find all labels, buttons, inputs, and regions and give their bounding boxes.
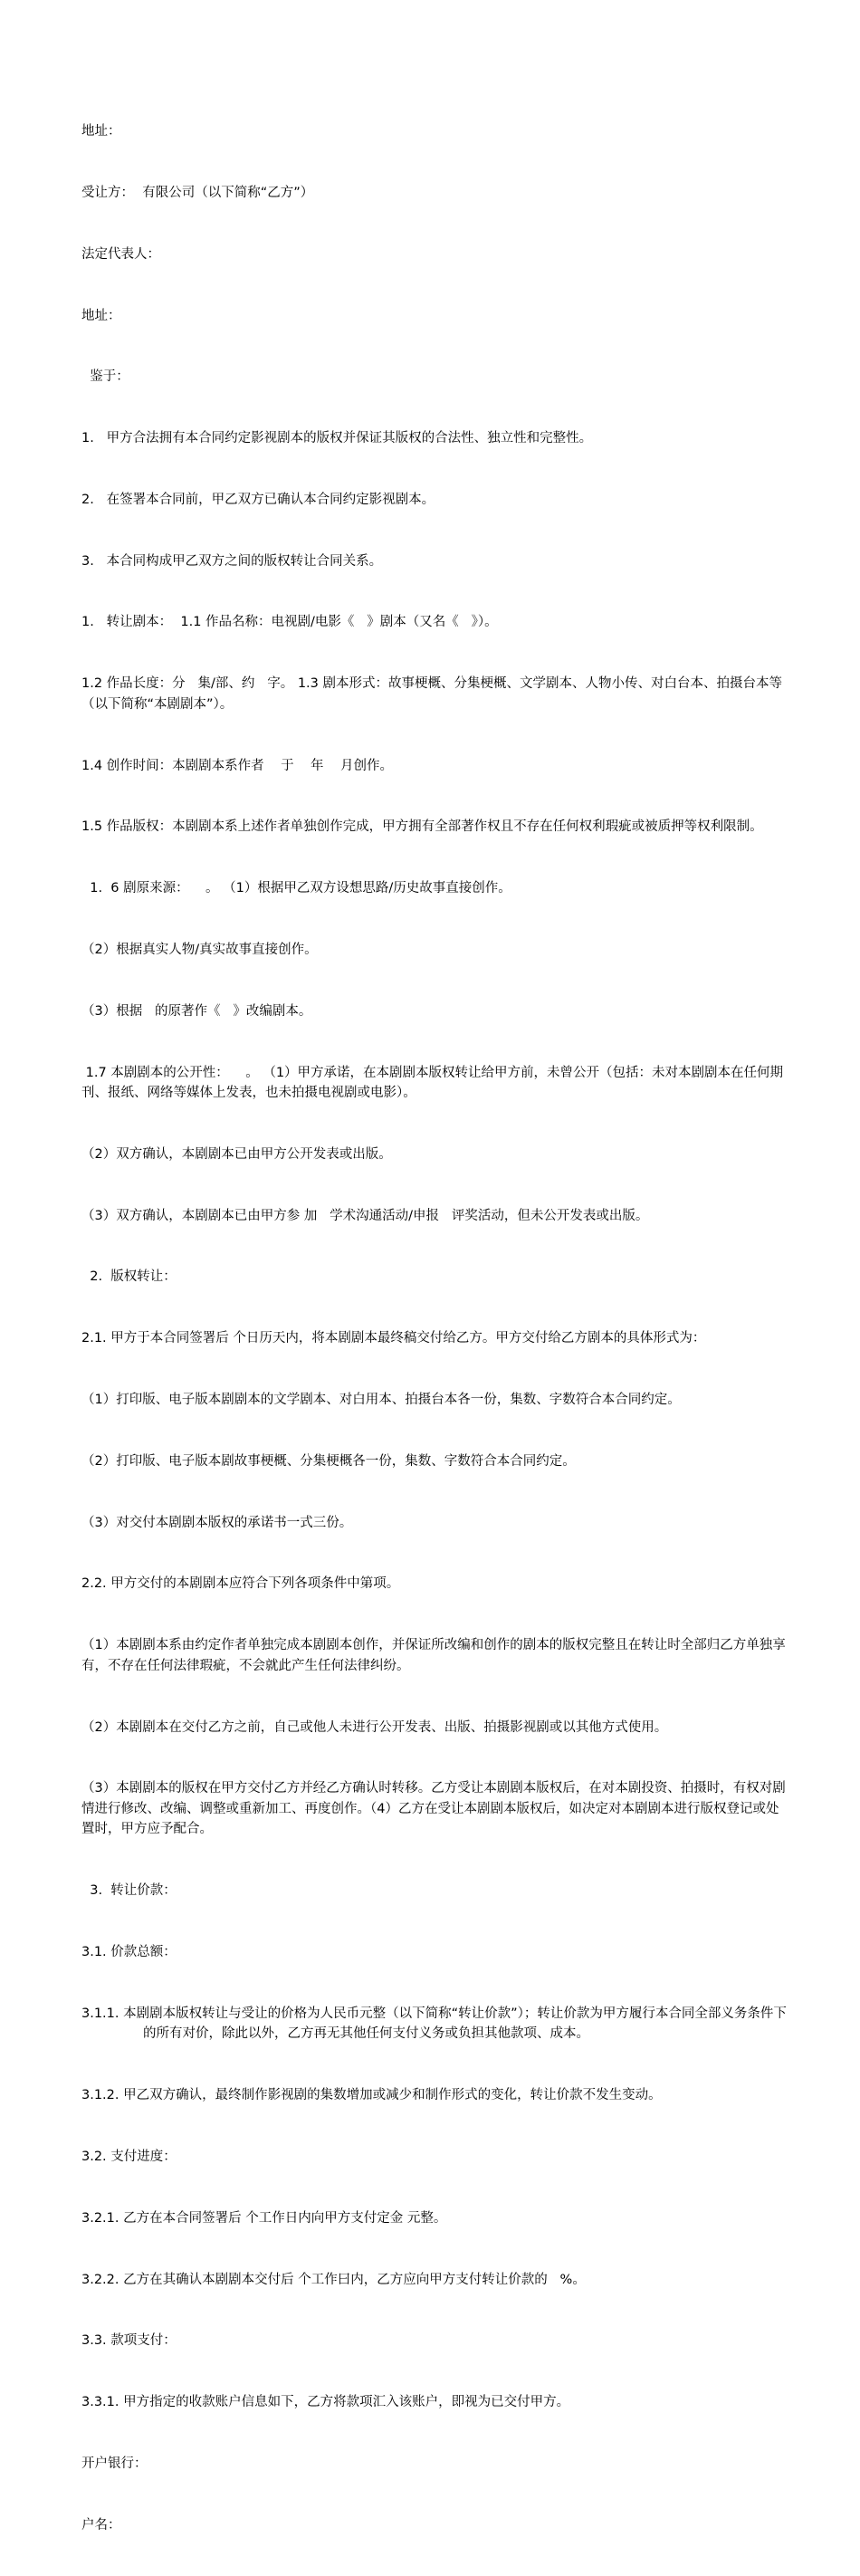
- text-line: 3.1.2. 甲乙双方确认，最终制作影视剧的集数增加或减少和制作形式的变化，转让价款不发生变动。: [81, 2088, 662, 2103]
- text-line: （3）根据 的原著作《 》改编剧本。: [81, 1003, 312, 1019]
- text-line: 1.4 创作时间：本剧剧本系作者 于 年 月创作。: [81, 758, 393, 773]
- text-line: （2）本剧剧本在交付乙方之前，自己或他人未进行公开发表、出版、拍摄影视剧或以其他方式使用。: [81, 1719, 668, 1735]
- text-line: （3）本剧剧本的版权在甲方交付乙方并经乙方确认时转移。乙方受让本剧剧本版权后，在对本剧投资、拍摄时，有权对剧情进行修改、改编、调整或重新加工、再度创作。（4）乙方在受让本剧剧本版权后，如决定对本剧剧本进行版权登记或处置时，甲方应予配合。: [81, 1781, 786, 1837]
- text-line: （2）双方确认，本剧剧本已由甲方公开发表或出版。: [81, 1146, 392, 1162]
- text-line: （1）本剧剧本系由约定作者单独完成本剧剧本创作，并保证所改编和创作的剧本的版权完整且在转让时全部归乙方单独享有，不存在任何法律瑕疵，不会就此产生任何法律纠纷。: [81, 1638, 786, 1673]
- text-line: 3.1.1. 本剧剧本版权转让与受让的价格为人民币元整（以下简称“转让价款”）；转让价款为甲方履行本合同全部义务条件下的所有对价，除此以外，乙方再无其他任何支付义务或负担其他款项、成本。: [81, 2006, 787, 2042]
- text-line: 3.2.1. 乙方在本合同签署后 个工作日内向甲方支付定金 元整。: [81, 2210, 447, 2226]
- text-line: 3.3. 款项支付：: [81, 2333, 177, 2349]
- text-line: （2）根据真实人物/真实故事直接创作。: [81, 942, 318, 957]
- text-line: 3.1. 价款总额：: [81, 1945, 177, 1960]
- text-line: 3.3.1. 甲方指定的收款账户信息如下，乙方将款项汇入该账户，即视为已交付甲方。: [81, 2395, 570, 2410]
- text-line: 3.2. 支付进度：: [81, 2149, 177, 2164]
- text-line: 地址：: [81, 124, 121, 139]
- text-line: 2. 在签署本合同前，甲乙双方已确认本合同约定影视剧本。: [81, 492, 435, 507]
- text-line: 户名：: [81, 2517, 121, 2533]
- text-line: 1.2 作品长度：分 集/部、约 字。 1.3 剧本形式：故事梗概、分集梗概、文学剧本、人物小传、对白台本、拍摄台本等（以下简称“本剧剧本”）。: [81, 676, 782, 712]
- text-line: 鉴于：: [81, 369, 129, 385]
- text-line: 1.7 本剧剧本的公开性： 。 （1）甲方承诺，在本剧剧本版权转让给甲方前，未曾公开（包括：未对本剧剧本在任何期刊、报纸、网络等媒体上发表，也未拍摄电视剧或电影）。: [81, 1065, 784, 1101]
- text-line: 1. 甲方合法拥有本合同约定影视剧本的版权并保证其版权的合法性、独立性和完整性。: [81, 431, 593, 446]
- text-line: （1）打印版、电子版本剧剧本的文学剧本、对白用本、拍摄台本各一份，集数、字数符合本合同约定。: [81, 1393, 681, 1407]
- text-line: 3. 转让价款：: [81, 1883, 177, 1899]
- text-line: 1. 6 剧原来源： 。 （1）根据甲乙双方设想思路/历史故事直接创作。: [81, 881, 511, 896]
- text-line: 2.2. 甲方交付的本剧剧本应符合下列各项条件中第项。: [81, 1576, 400, 1592]
- text-line: 受让方： 有限公司（以下简称“乙方”）: [81, 185, 314, 200]
- text-line: （2）打印版、电子版本剧故事梗概、分集梗概各一份，集数、字数符合本合同约定。: [81, 1453, 576, 1469]
- text-line: 法定代表人：: [81, 246, 160, 262]
- text-line: 2.1. 甲方于本合同签署后 个日历天内，将本剧剧本最终稿交付给乙方。甲方交付给乙方剧本的具体形式为：: [81, 1331, 706, 1346]
- text-line: （3）对交付本剧剧本版权的承诺书一式三份。: [81, 1515, 353, 1530]
- text-line: 1.5 作品版权：本剧剧本系上述作者单独创作完成，甲方拥有全部著作权且不存在任何权利瑕疵或被质押等权利限制。: [81, 819, 763, 835]
- text-line: 3. 本合同构成甲乙双方之间的版权转让合同关系。: [81, 553, 383, 569]
- document-body: [81, 81, 788, 2576]
- text-line: 1. 转让剧本： 1.1 作品名称：电视剧/电影《 》剧本（又名《 》）。: [81, 615, 498, 630]
- text-line: 地址：: [81, 308, 121, 323]
- text-line: （3）双方确认，本剧剧本已由甲方参 加 学术沟通活动/申报 评奖活动，但未公开发表或出版。: [81, 1208, 649, 1223]
- text-line: 3.2.2. 乙方在其确认本剧剧本交付后 个工作曰内，乙方应向甲方支付转让价款的 %。: [81, 2272, 586, 2287]
- text-line: 2. 版权转让：: [81, 1269, 177, 1285]
- text-line: 开户银行：: [81, 2456, 148, 2471]
